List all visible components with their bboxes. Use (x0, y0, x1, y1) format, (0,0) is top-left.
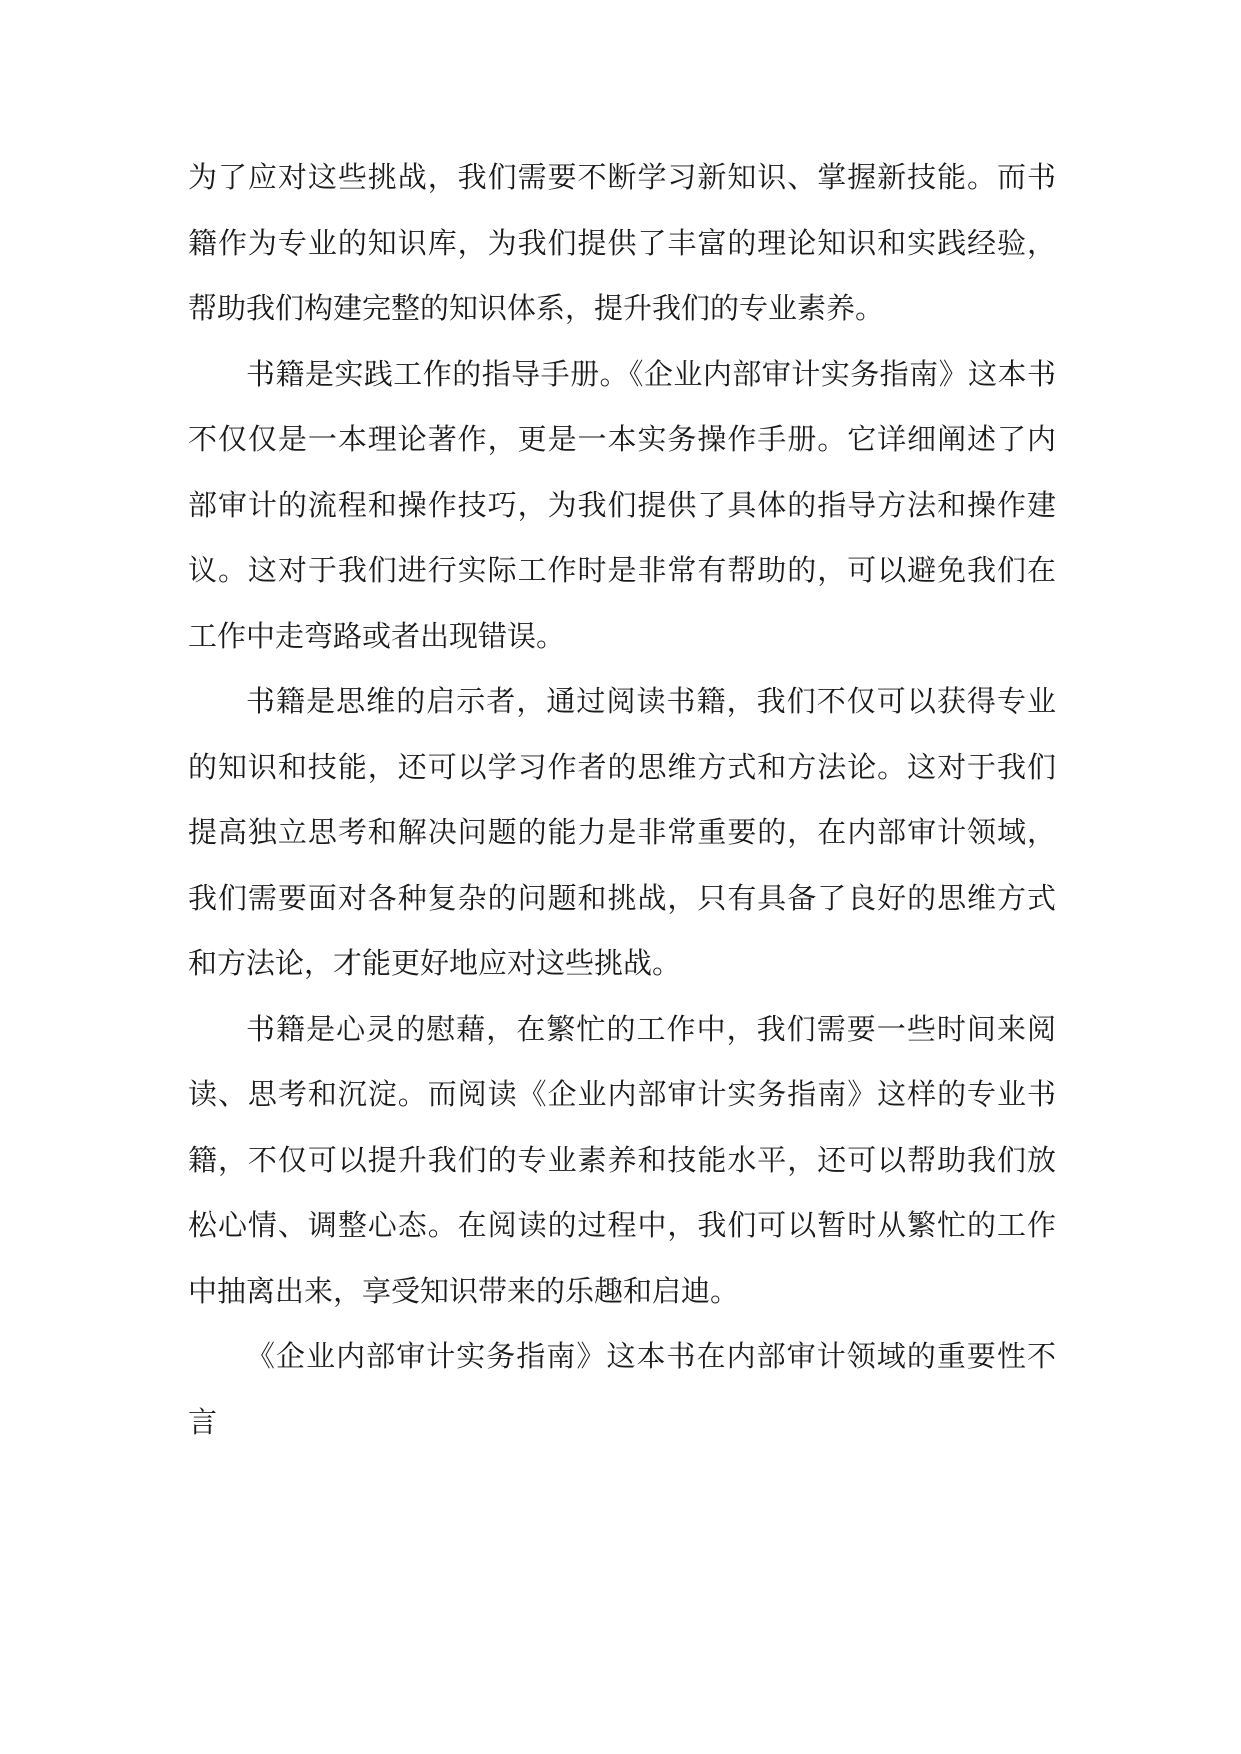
document-body (188, 145, 1056, 1455)
paragraph-practice-guide: 书籍是实践工作的指导手册。《企业内部审计实务指南》这本书不仅仅是一本理论著作，更是一本实务操作手册。它详细阐述了内部审计的流程和操作技巧，为我们提供了具体的指导方法和操作建议。这对于我们进行实际工作时是非常有帮助的，可以避免我们在工作中走弯路或者出现错误。 (188, 356, 1056, 653)
paragraph-thinking-inspiration: 书籍是思维的启示者，通过阅读书籍，我们不仅可以获得专业的知识和技能，还可以学习作者的思维方式和方法论。这对于我们提高独立思考和解决问题的能力是非常重要的，在内部审计领域，我们需要面对各种复杂的问题和挑战，只有具备了良好的思维方式和方法论，才能更好地应对这些挑战。 (188, 684, 1056, 980)
paragraph-spiritual-comfort: 书籍是心灵的慰藉，在繁忙的工作中，我们需要一些时间来阅读、思考和沉淀。而阅读《企业内部审计实务指南》这样的专业书籍，不仅可以提升我们的专业素养和技能水平，还可以帮助我们放松心情、调整心态。在阅读的过程中，我们可以暂时从繁忙的工作中抽离出来，享受知识带来的乐趣和启迪。 (188, 1011, 1056, 1308)
paragraph-challenges: 为了应对这些挑战，我们需要不断学习新知识、掌握新技能。而书籍作为专业的知识库，为我们提供了丰富的理论知识和实践经验，帮助我们构建完整的知识体系，提升我们的专业素养。 (188, 160, 1056, 325)
paragraph-importance: 《企业内部审计实务指南》这本书在内部审计领域的重要性不言 (188, 1339, 1056, 1439)
